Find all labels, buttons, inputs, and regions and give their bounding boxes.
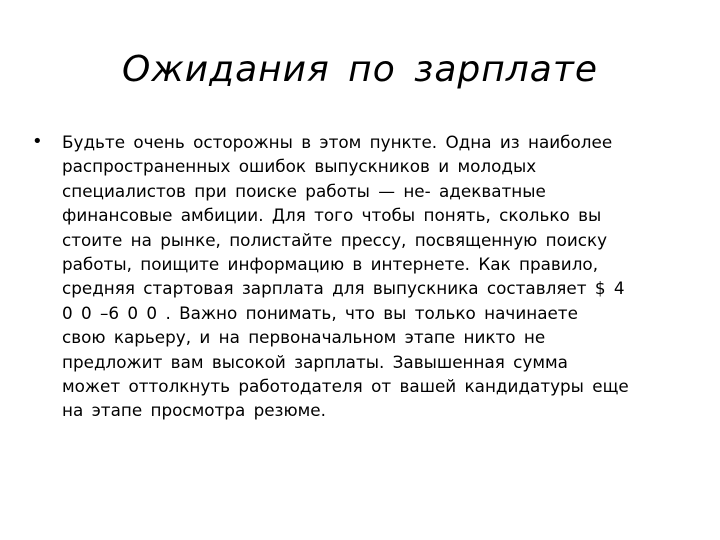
- bullet-line: Будьте очень осторожны в этом пункте. Одна из наиболее: [62, 132, 613, 152]
- slide-body: [32, 130, 682, 423]
- bullet-line: может оттолкнуть работодателя от вашей кандидатуры еще: [62, 376, 629, 397]
- bullet-line: свою карьеру, и на первоначальном этапе никто не: [62, 327, 546, 348]
- bullet-line: работы, поищите информацию в интернете. Как правило,: [62, 254, 599, 275]
- bullet-line: распространенных ошибок выпускников и молодых: [62, 156, 537, 177]
- bullet-line: предложит вам высокой зарплаты. Завышенная сумма: [62, 351, 568, 372]
- bullet-line: финансовые амбиции. Для того чтобы понять, сколько вы: [62, 205, 602, 226]
- bullet-text: [62, 130, 682, 423]
- bullet-item: [32, 130, 682, 423]
- bullet-icon: •: [32, 131, 43, 152]
- bullet-line: 0 0 –6 0 0 . Важно понимать, что вы только начинаете: [62, 302, 578, 323]
- bullet-line: средняя стартовая зарплата для выпускника составляет $ 4: [62, 278, 625, 299]
- bullet-line: на этапе просмотра резюме.: [62, 400, 326, 421]
- bullet-line: стоите на рынке, полистайте прессу, посвященную поиску: [62, 229, 608, 250]
- bullet-line: специалистов при поиске работы — не- адекватные: [62, 180, 546, 201]
- slide-title: Ожидания по зарплате: [122, 49, 598, 90]
